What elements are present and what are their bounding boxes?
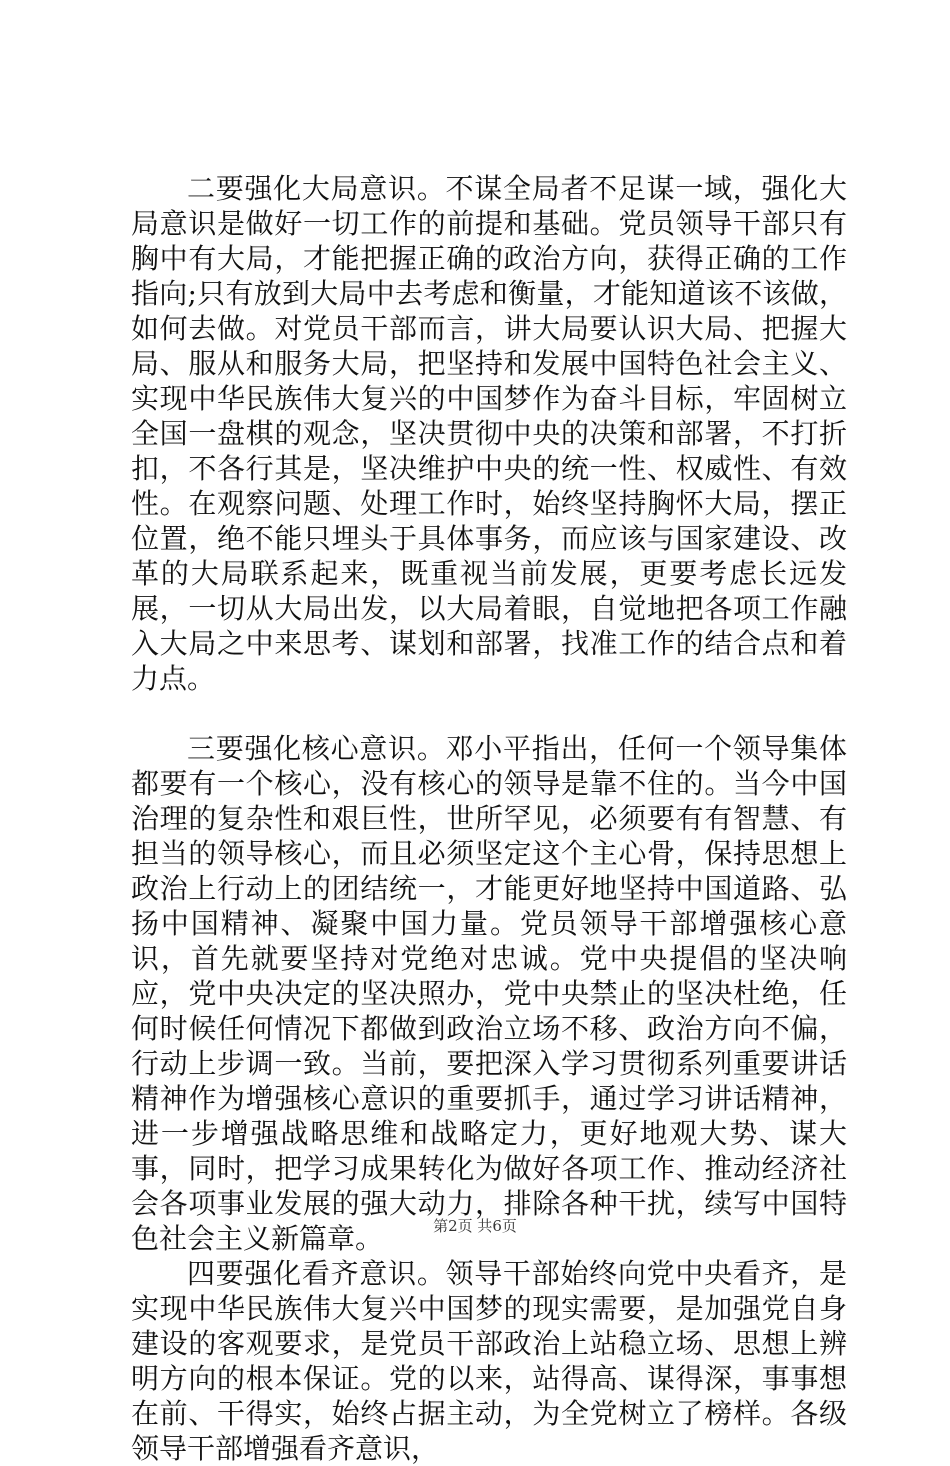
paragraph-alignment-awareness: 四要强化看齐意识。领导干部始终向党中央看齐，是实现中华民族伟大复兴中国梦的现实需要，是加强党自身建设的客观要求，是党员干部政治上站稳立场、思想上辨明方向的根本保证。党的以来，站得高、谋得深，事事想在前、干得实，始终占据主动，为全党树立了榜样。各级领导干部增强看齐意识， [131, 1257, 847, 1465]
page-number-footer: 第2页 共6页 [433, 1217, 517, 1235]
paragraph-overall-awareness: 二要强化大局意识。不谋全局者不足谋一域，强化大局意识是做好一切工作的前提和基础。党员领导干部只有胸中有大局，才能把握正确的政治方向，获得正确的工作指向;只有放到大局中去考虑和衡量，才能知道该不该做，如何去做。对党员干部而言，讲大局要认识大局、把握大局、服从和服务大局，把坚持和发展中国特色社会主义、实现中华民族伟大复兴的中国梦作为奋斗目标，牢固树立全国一盘棋的观念，坚决贯彻中央的决策和部署，不打折扣，不各行其是，坚决维护中央的统一性、权威性、有效性。在观察问题、处理工作时，始终坚持胸怀大局，摆正位置，绝不能只埋头于具体事务，而应该与国家建设、改革的大局联系起来，既重视当前发展，更要考虑长远发展，一切从大局出发，以大局着眼，自觉地把各项工作融入大局之中来思考、谋划和部署，找准工作的结合点和着力点。 [131, 172, 847, 695]
document-body [131, 171, 847, 1466]
paragraph-core-awareness: 三要强化核心意识。邓小平指出，任何一个领导集体都要有一个核心，没有核心的领导是靠不住的。当今中国治理的复杂性和艰巨性，世所罕见，必须要有有智慧、有担当的领导核心，而且必须坚定这个主心骨，保持思想上政治上行动上的团结统一，才能更好地坚持中国道路、弘扬中国精神、凝聚中国力量。党员领导干部增强核心意识，首先就要坚持对党绝对忠诚。党中央提倡的坚决响应，党中央决定的坚决照办，党中央禁止的坚决杜绝，任何时候任何情况下都做到政治立场不移、政治方向不偏，行动上步调一致。当前，要把深入学习贯彻系列重要讲话精神作为增强核心意识的重要抓手，通过学习讲话精神，进一步增强战略思维和战略定力，更好地观大势、谋大事，同时，把学习成果转化为做好各项工作、推动经济社会各项事业发展的强大动力，排除各种干扰，续写中国特色社会主义新篇章。 [131, 732, 847, 1255]
